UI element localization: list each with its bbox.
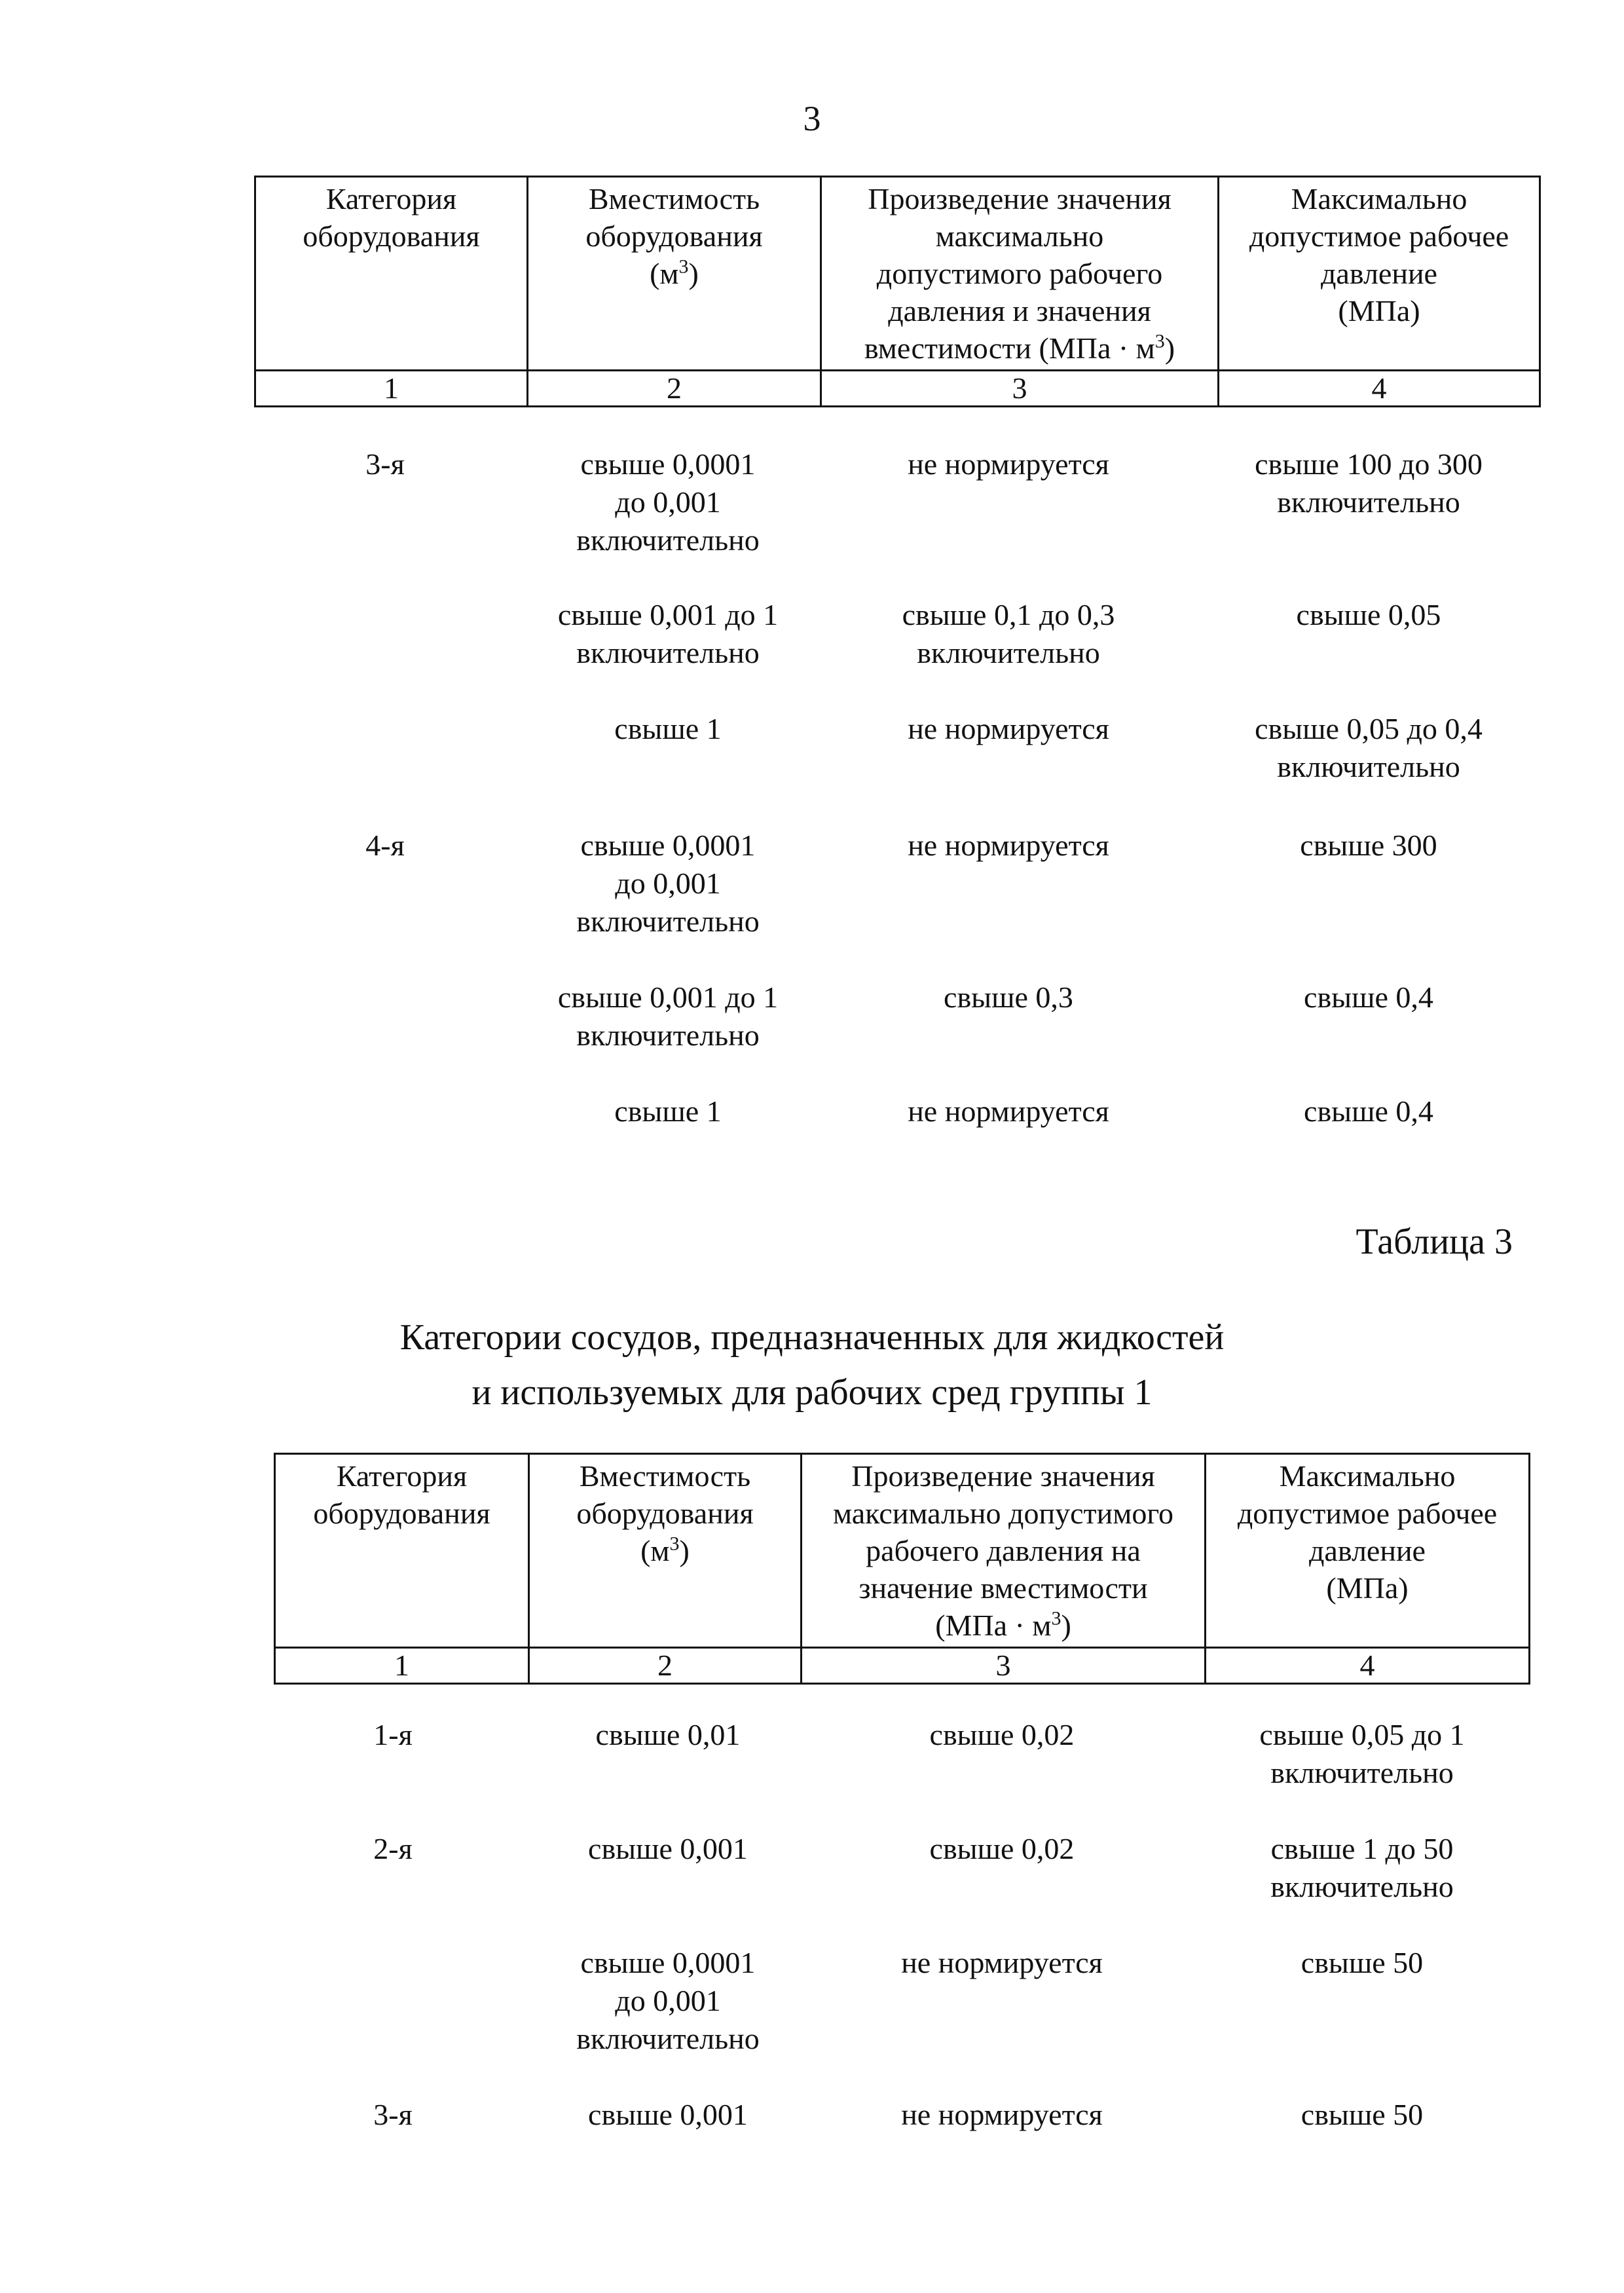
pressure-cell: свыше 0,05 [1296,598,1441,631]
header-volume: Вместимость оборудования $(м^3)$ [529,1454,802,1648]
column-number: 1 [275,1648,529,1684]
pressure-cell: свыше 0,4 [1304,1094,1433,1128]
table-caption: Таблица 3 [1356,1221,1513,1262]
header-category: Категория оборудования [255,177,528,371]
product-cell: свыше 0,1 до 0,3 включительно [902,598,1115,669]
volume-cell: свыше 0,0001 до 0,001 включительно [576,447,760,557]
category-cell: 3-я [365,447,405,481]
product-cell: свыше 0,02 [929,1718,1075,1751]
pressure-cell: свыше 300 [1300,829,1437,862]
table3-header [274,1453,1530,1685]
category-cell: 3-я [373,2098,413,2131]
product-cell: не нормируется [908,447,1109,481]
product-cell: свыше 0,3 [944,980,1073,1014]
pressure-cell: свыше 50 [1301,2098,1424,2131]
pressure-cell: свыше 0,4 [1304,980,1433,1014]
volume-cell: свыше 0,001 [588,1832,748,1865]
volume-cell: свыше 1 [614,1094,722,1128]
column-number: 3 [802,1648,1206,1684]
header-volume: Вместимость оборудования $(м^3)$ [528,177,821,371]
column-number: 2 [528,371,821,407]
category-cell: 4-я [365,829,405,862]
product-cell: не нормируется [908,1094,1109,1128]
header-pressure: Максимально допустимое рабочее давление (МПа) [1219,177,1540,371]
pressure-cell: свыше 50 [1301,1946,1424,1979]
column-number: 3 [821,371,1219,407]
volume-cell: свыше 0,0001 до 0,001 включительно [576,829,760,938]
pressure-cell: свыше 1 до 50 включительно [1270,1832,1454,1903]
product-cell: не нормируется [901,1946,1103,1979]
volume-cell: свыше 0,001 до 1 включительно [557,598,779,669]
product-cell: не нормируется [901,2098,1103,2131]
pressure-cell: свыше 100 до 300 включительно [1255,447,1483,519]
volume-cell: свыше 0,0001 до 0,001 включительно [576,1946,760,2055]
column-number: 1 [255,371,528,407]
volume-cell: свыше 0,001 до 1 включительно [557,980,779,1052]
product-cell: не нормируется [908,712,1109,745]
volume-cell: свыше 0,001 [588,2098,748,2131]
pressure-cell: свыше 0,05 до 0,4 включительно [1255,712,1483,783]
top-table-header [254,176,1541,407]
volume-cell: свыше 1 [614,712,722,745]
category-cell: 2-я [373,1832,413,1865]
column-number: 4 [1206,1648,1530,1684]
pressure-cell: свыше 0,05 до 1 включительно [1259,1718,1465,1789]
header-pressure: Максимально допустимое рабочее давление (МПа) [1206,1454,1530,1648]
category-cell: 1-я [373,1718,413,1751]
page-number: 3 [803,99,821,138]
header-category: Категория оборудования [275,1454,529,1648]
product-cell: не нормируется [908,829,1109,862]
product-cell: свыше 0,02 [929,1832,1075,1865]
table-title: Категории сосудов, предназначенных для жидкостей и используемых для рабочих сред группы 1 [399,1317,1225,1413]
header-product: Произведение значения максимально допустимого рабочего давления на значение вместимости $(МПа \cdot м^3)$ [802,1454,1206,1648]
volume-cell: свыше 0,01 [595,1718,741,1751]
header-product: Произведение значения максимально допустимого рабочего давления и значения вместимости $(МПа \cdot м^3)$ [821,177,1219,371]
column-number: 4 [1219,371,1540,407]
column-number: 2 [529,1648,802,1684]
